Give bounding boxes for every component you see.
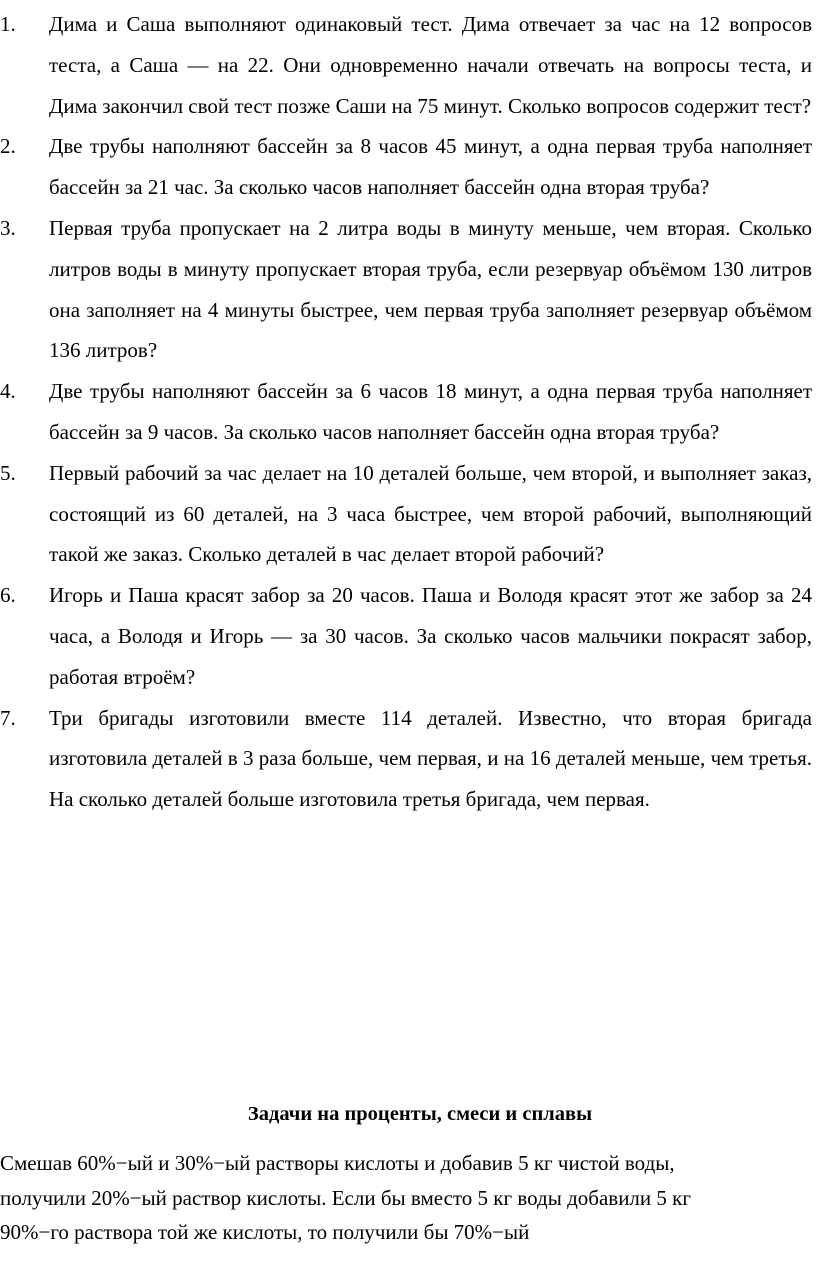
section-line-2: получили 20%−ый раствор кислоты. Если бы вместо 5 кг воды добавили 5 кг: [0, 1185, 691, 1210]
section-body: [0, 1146, 800, 1250]
problem-number: 3.: [0, 215, 16, 240]
problem-text: Игорь и Паша красят забор за 20 часов. Паша и Володя красят этот же забор за 24 часа, а Володя и Игорь — за 30 часов. За сколько часов мальчики покрасят забор, работая втроём?: [49, 583, 812, 689]
problem-number: 5.: [0, 460, 16, 485]
problem-text: Дима и Саша выполняют одинаковый тест. Дима отвечает за час на 12 вопросов теста, а Саша — на 22. Они одновременно начали отвечать на вопросы теста, и Дима закончил свой тест позже Саши на 75 минут. Сколько вопросов содержит тест?: [49, 12, 812, 118]
problem-number: 7.: [0, 705, 16, 730]
problem-number: 6.: [0, 583, 16, 608]
problem-4: [0, 371, 816, 453]
problem-text: Две трубы наполняют бассейн за 8 часов 45 минут, а одна первая труба наполняет бассейн за 21 час. За сколько часов наполняет бассейн одна вторая труба?: [49, 134, 812, 200]
problem-number: 2.: [0, 134, 16, 159]
problem-text: Две трубы наполняют бассейн за 6 часов 18 минут, а одна первая труба наполняет бассейн за 9 часов. За сколько часов наполняет бассейн одна вторая труба?: [49, 379, 812, 444]
section-line-3: 90%−го раствора той же кислоты, то получили бы 70%−ый: [0, 1220, 530, 1244]
problem-number: 1.: [0, 12, 16, 36]
problem-5: [0, 453, 816, 575]
problem-text: Первая труба пропускает на 2 литра воды в минуту меньше, чем вторая. Сколько литров воды в минуту пропускает вторая труба, если резервуар объёмом 130 литров она заполняет на 4 минуты быстрее, чем первая труба заполняет резервуар объёмом 136 литров?: [49, 215, 812, 363]
problem-3: [0, 208, 816, 371]
section-title: Задачи на проценты, смеси и сплавы: [247, 1103, 593, 1125]
problem-number: 4.: [0, 379, 16, 404]
problem-list: [0, 4, 816, 820]
problem-2: [0, 126, 816, 208]
problem-text: Первый рабочий за час делает на 10 деталей больше, чем второй, и выполняет заказ, состоящий из 60 деталей, на 3 часа быстрее, чем второй рабочий, выполняющий такой же заказ. Сколько деталей в час делает второй рабочий?: [49, 460, 812, 567]
problem-6: [0, 575, 816, 697]
problem-text: Три бригады изготовили вместе 114 деталей. Известно, что вторая бригада изготовила деталей в 3 раза больше, чем первая, и на 16 деталей меньше, чем третья. На сколько деталей больше изготовила третья бригада, чем первая.: [49, 705, 812, 812]
problem-1: [0, 4, 816, 126]
section-line-1: Смешав 60%−ый и 30%−ый растворы кислоты и добавив 5 кг чистой воды,: [0, 1151, 675, 1175]
problem-7: [0, 698, 816, 820]
